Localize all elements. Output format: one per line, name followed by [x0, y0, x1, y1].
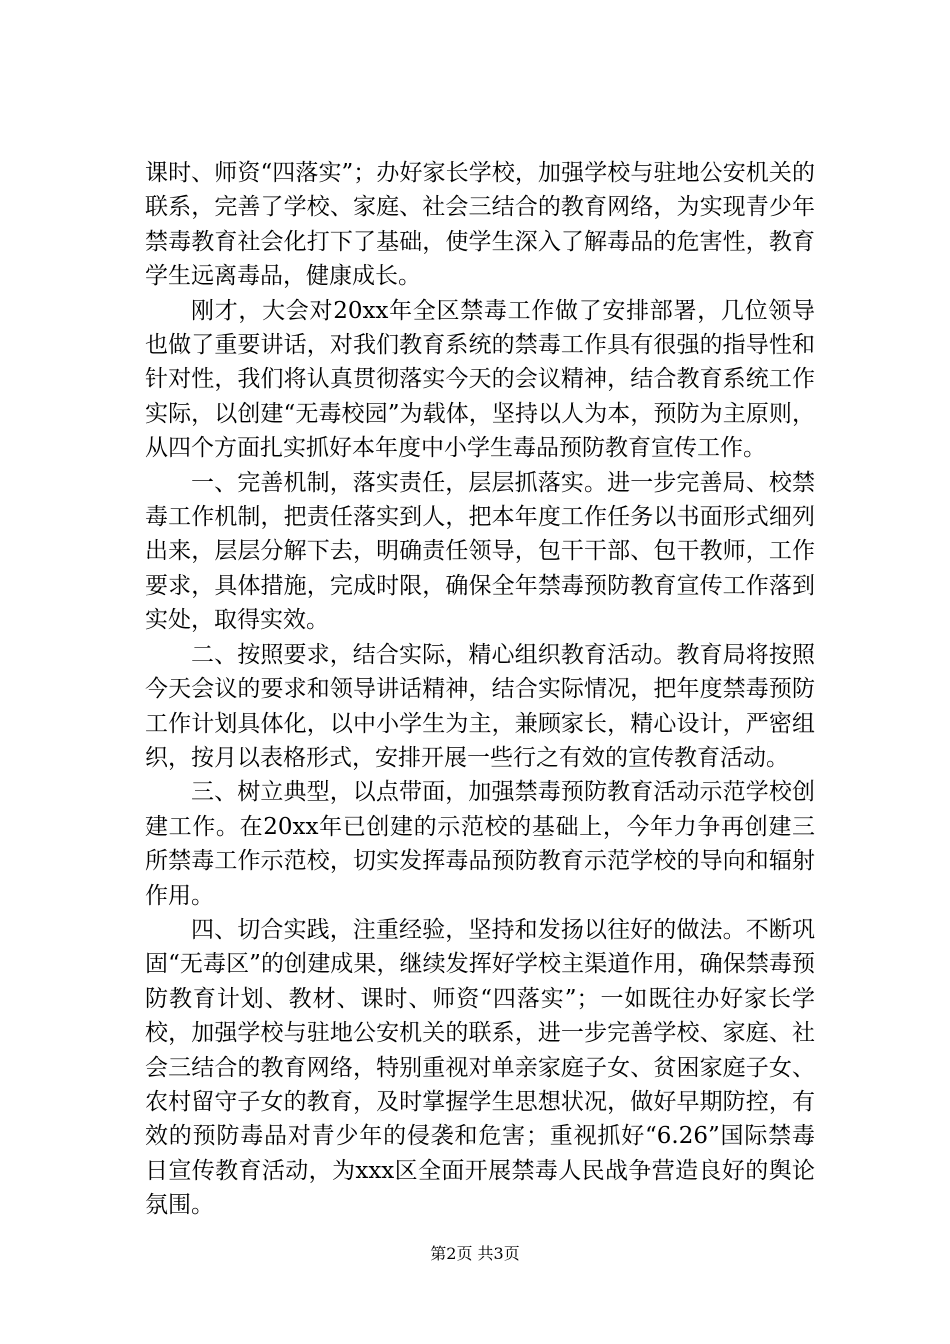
- document-body: [145, 156, 815, 1223]
- paragraph-point-1: 一、完善机制，落实责任，层层抓落实。进一步完善局、校禁毒工作机制，把责任落实到人，把本年度工作任务以书面形式细列出来，层层分解下去，明确责任领导，包干干部、包干教师，工作要求，具体措施，完成时限，确保全年禁毒预防教育宣传工作落到实处，取得实效。: [145, 469, 815, 634]
- paragraph-intro: 刚才，大会对20xx年全区禁毒工作做了安排部署，几位领导也做了重要讲话，对我们教育系统的禁毒工作具有很强的指导性和针对性，我们将认真贯彻落实今天的会议精神，结合教育系统工作实际，以创建“无毒校园”为载体，坚持以人为本，预防为主原则，从四个方面扎实抓好本年度中小学生毒品预防教育宣传工作。: [145, 297, 815, 462]
- page-number-footer: 第2页 共3页: [430, 1244, 520, 1263]
- paragraph-continuation: 课时、师资“四落实”；办好家长学校，加强学校与驻地公安机关的联系，完善了学校、家庭、社会三结合的教育网络，为实现青少年禁毒教育社会化打下了基础，使学生深入了解毒品的危害性，教育学生远离毒品，健康成长。: [145, 160, 815, 290]
- paragraph-point-2: 二、按照要求，结合实际，精心组织教育活动。教育局将按照今天会议的要求和领导讲话精神，结合实际情况，把年度禁毒预防工作计划具体化，以中小学生为主，兼顾家长，精心设计，严密组织，按月以表格形式，安排开展一些行之有效的宣传教育活动。: [145, 641, 815, 771]
- paragraph-point-4: 四、切合实践，注重经验，坚持和发扬以往好的做法。不断巩固“无毒区”的创建成果，继续发挥好学校主渠道作用，确保禁毒预防教育计划、教材、课时、师资“四落实”；一如既往办好家长学校，加强学校与驻地公安机关的联系，进一步完善学校、家庭、社会三结合的教育网络，特别重视对单亲家庭子女、贫困家庭子女、农村留守子女的教育，及时掌握学生思想状况，做好早期防控，有效的预防毒品对青少年的侵袭和危害；重视抓好“6.26”国际禁毒日宣传教育活动，为xxx区全面开展禁毒人民战争营造良好的舆论氛围。: [145, 916, 815, 1219]
- paragraph-point-3: 三、树立典型，以点带面，加强禁毒预防教育活动示范学校创建工作。在20xx年已创建的示范校的基础上，今年力争再创建三所禁毒工作示范校，切实发挥毒品预防教育示范学校的导向和辐射作用。: [145, 779, 815, 909]
